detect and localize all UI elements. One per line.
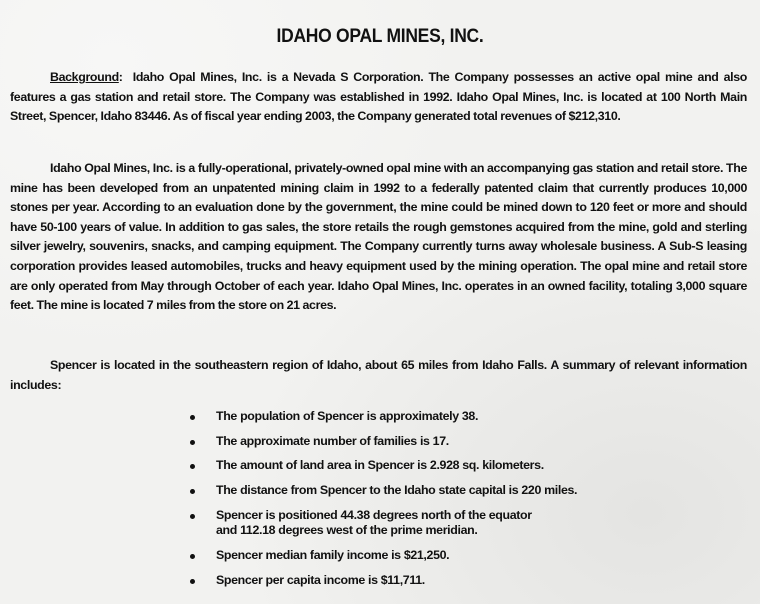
bullet-icon — [190, 554, 195, 559]
background-label: Background — [50, 70, 119, 84]
list-item — [184, 573, 577, 589]
bullet-icon — [190, 579, 195, 584]
bullet-icon — [190, 415, 195, 420]
background-text: Idaho Opal Mines, Inc. is a Nevada S Corporation. The Company possesses an active opal mine and also features a gas station and retail store. The Company was established in 1992. Idaho Opal Mines, Inc. is located at 100 North Main Street, Spencer, Idaho 83446. As of fiscal year ending 2003, the Company generated total revenues of $212,310. — [10, 70, 747, 124]
list-item — [184, 483, 577, 499]
document-title: IDAHO OPAL MINES, INC. — [276, 26, 484, 47]
spencer-location-paragraph — [10, 356, 747, 395]
spencer-location-text: Spencer is located in the southeastern region of Idaho, about 65 miles from Idaho Falls. A summary of relevant information includes: — [10, 358, 747, 392]
list-item — [184, 458, 577, 474]
background-colon: : — [118, 70, 123, 84]
company-description-paragraph — [10, 159, 747, 316]
list-item-text: The approximate number of families is 17. — [216, 433, 449, 448]
list-item-text: Spencer per capita income is $11,711. — [216, 572, 425, 587]
list-item — [184, 548, 577, 564]
list-item-text: The distance from Spencer to the Idaho state capital is 220 miles. — [216, 483, 578, 498]
bullet-icon — [190, 464, 195, 469]
list-item-text-continued: and 112.18 degrees west of the prime meridian. — [216, 523, 478, 538]
list-item — [184, 409, 577, 425]
list-item — [184, 508, 577, 539]
bullet-icon — [190, 440, 195, 445]
spencer-facts-list — [184, 409, 577, 597]
list-item-text: The amount of land area in Spencer is 2.928 sq. kilometers. — [216, 458, 544, 473]
list-item-text: Spencer median family income is $21,250. — [216, 547, 450, 562]
list-item-text: Spencer is positioned 44.38 degrees north of the equator — [216, 507, 532, 522]
bullet-icon — [190, 514, 195, 519]
background-paragraph — [10, 68, 747, 127]
list-item — [184, 434, 577, 450]
list-item-text: The population of Spencer is approximately 38. — [216, 409, 479, 423]
company-description-text: Idaho Opal Mines, Inc. is a fully-operational, privately-owned opal mine with an accompanying gas station and retail store. The mine has been developed from an unpatented mining claim in 1992 to a federally patented claim that currently produces 10,000 stones per year. According to an evaluation done by the government, the mine could be mined down to 120 feet or more and should have 50-100 years of value. In addition to gas sales, the store retails the rough gemstones acquired from the mine, gold and sterling silver jewelry, souvenirs, snacks, and camping equipment. The Company currently turns away wholesale business. A Sub-S leasing corporation provides leased automobiles, trucks and heavy equipment used by the mining operation. The opal mine and retail store are only operated from May through October of each year. Idaho Opal Mines, Inc. operates in an owned facility, totaling 3,000 square feet. The mine is located 7 miles from the store on 21 acres. — [10, 161, 747, 313]
bullet-icon — [190, 489, 195, 494]
